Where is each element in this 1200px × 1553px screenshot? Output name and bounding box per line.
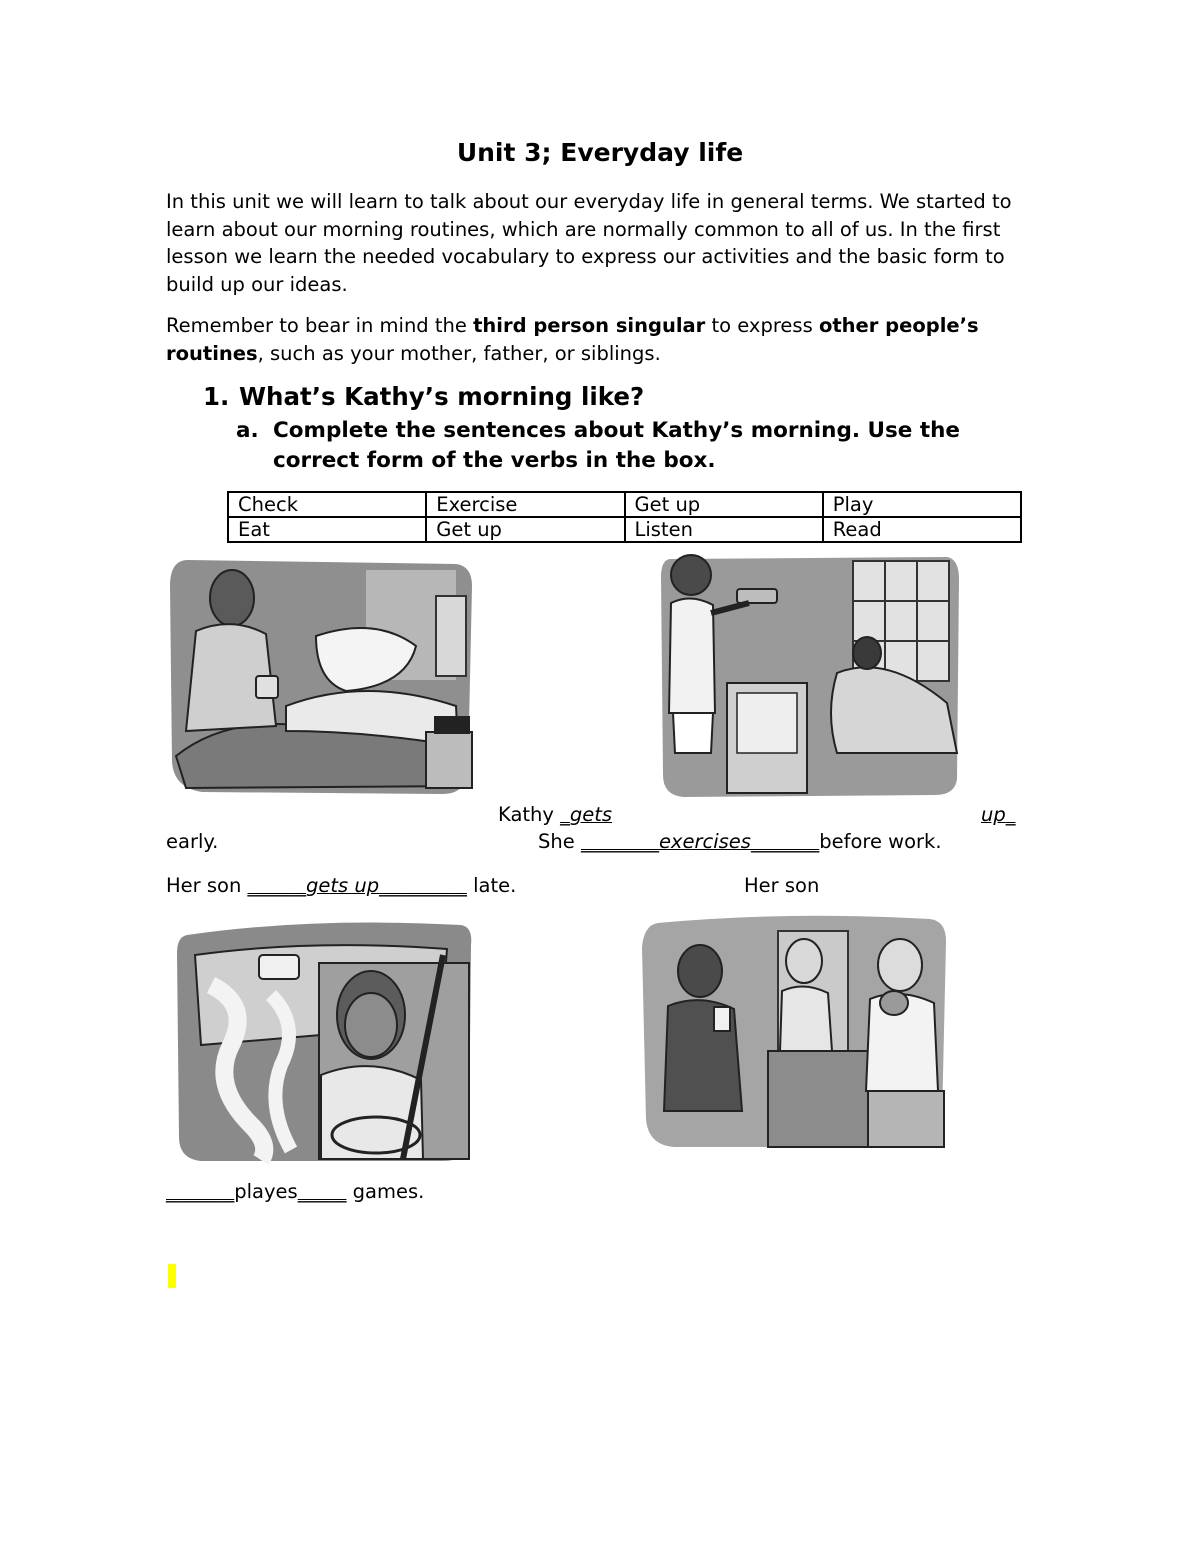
table-cell: Get up bbox=[426, 517, 624, 542]
table-cell: Get up bbox=[625, 492, 823, 517]
sentence-3 bbox=[166, 874, 516, 897]
section-heading-1 bbox=[203, 382, 644, 411]
reminder-bold-1: third person singular bbox=[473, 314, 706, 337]
sentence-4: Her son bbox=[744, 874, 820, 897]
reminder-text-3: , such as your mother, father, or siblings. bbox=[257, 341, 661, 365]
answer-text: playes bbox=[234, 1180, 298, 1203]
table-cell: Exercise bbox=[426, 492, 624, 517]
table-cell: Listen bbox=[625, 517, 823, 542]
intro-paragraph: In this unit we will learn to talk about our everyday life in general terms. We started to learn about our morning routines, which are normally common to all of us. In the first lesson we learn the needed vocabulary to express our activities and the basic form to build up our ideas. bbox=[166, 190, 1012, 296]
reminder-bold-2: other people’s routines bbox=[166, 314, 979, 365]
answer-text: up bbox=[981, 803, 1006, 826]
section-heading-text: What’s Kathy’s morning like? bbox=[239, 382, 645, 411]
sentence-1-suffix: early. bbox=[166, 830, 219, 853]
sentence-1-end bbox=[981, 803, 1016, 826]
answer-blank: _______ bbox=[750, 830, 820, 853]
sentence-2-prefix: She bbox=[538, 830, 581, 853]
answer-blank: ______ bbox=[247, 874, 307, 897]
woman-exercising-image bbox=[657, 553, 963, 800]
mother-waking-son-image bbox=[166, 556, 478, 798]
sentence-1 bbox=[498, 803, 612, 826]
answer-text: gets bbox=[569, 803, 613, 826]
table-row bbox=[228, 517, 1021, 542]
sentence-5 bbox=[166, 1180, 424, 1203]
answer-text: exercises bbox=[658, 830, 751, 853]
reminder-paragraph bbox=[166, 312, 1036, 367]
table-row bbox=[228, 492, 1021, 517]
table-cell: Check bbox=[228, 492, 426, 517]
instruction-a bbox=[236, 416, 1036, 476]
office-breakfast-image bbox=[638, 911, 950, 1151]
verb-box-table bbox=[227, 491, 1022, 543]
section-number: 1. bbox=[203, 382, 230, 411]
table-cell: Eat bbox=[228, 517, 426, 542]
answer-blank: _________ bbox=[379, 874, 467, 897]
sentence-3-prefix: Her son bbox=[166, 874, 248, 897]
answer-blank: ________ bbox=[580, 830, 659, 853]
sentence-5-suffix: games. bbox=[346, 1180, 425, 1203]
instruction-letter: a. bbox=[236, 418, 259, 443]
text-cursor-highlight bbox=[168, 1264, 176, 1288]
answer-text: gets up bbox=[306, 874, 380, 897]
woman-driving-image bbox=[171, 915, 477, 1165]
instruction-text: Complete the sentences about Kathy’s morning. Use the correct form of the verbs in the box. bbox=[273, 418, 960, 473]
answer-blank: _____ bbox=[297, 1180, 347, 1203]
page-title: Unit 3; Everyday life bbox=[456, 138, 744, 167]
answer-blank: _ bbox=[1005, 803, 1016, 826]
table-cell: Play bbox=[823, 492, 1021, 517]
table-cell: Read bbox=[823, 517, 1021, 542]
reminder-text-2: to express bbox=[705, 314, 819, 337]
sentence-1-prefix: Kathy bbox=[498, 803, 561, 826]
sentence-2-suffix: before work. bbox=[819, 830, 942, 853]
sentence-2 bbox=[538, 830, 942, 853]
answer-blank: _______ bbox=[166, 1180, 235, 1203]
answer-blank: _ bbox=[560, 803, 570, 826]
reminder-text-1: Remember to bear in mind the bbox=[166, 314, 474, 337]
sentence-3-suffix: late. bbox=[466, 874, 517, 897]
